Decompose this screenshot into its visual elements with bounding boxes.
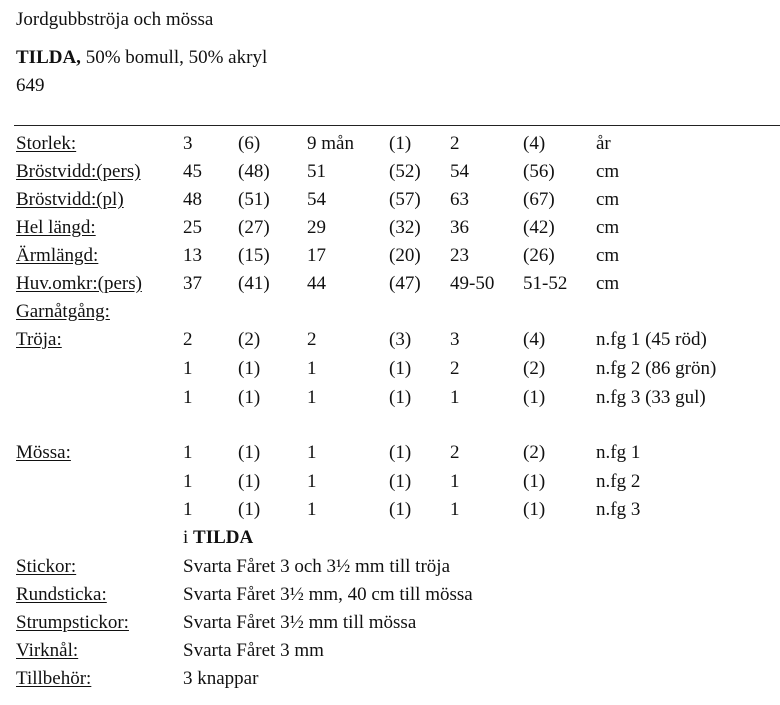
cell: (1) xyxy=(238,442,261,463)
cell: 13 xyxy=(183,245,202,266)
cell: 54 xyxy=(307,189,326,210)
cell: 2 xyxy=(183,329,193,350)
cell: (32) xyxy=(389,217,421,238)
cell: 9 mån xyxy=(307,133,354,154)
yarn-row xyxy=(0,326,780,354)
yarn-color: n.fg 2 xyxy=(596,471,641,492)
size-row xyxy=(0,242,780,270)
yarn-heading-row xyxy=(0,298,780,326)
cell: 1 xyxy=(183,387,193,408)
cell: 63 xyxy=(450,189,469,210)
cell: 1 xyxy=(307,358,317,379)
cell: (1) xyxy=(389,499,412,520)
yarn-row xyxy=(0,384,780,412)
pattern-title: Jordgubbströja och mössa xyxy=(16,9,214,30)
cell: (4) xyxy=(523,133,546,154)
cell: (27) xyxy=(238,217,270,238)
cell: (1) xyxy=(238,358,261,379)
yarn-row xyxy=(0,439,780,467)
cell: 1 xyxy=(307,387,317,408)
cell: 1 xyxy=(307,471,317,492)
size-row xyxy=(0,158,780,186)
row-label: Bröstvidd:(pers) xyxy=(16,161,141,182)
yarn-color: n.fg 1 (45 röd) xyxy=(596,329,707,350)
cell: 48 xyxy=(183,189,202,210)
tool-row xyxy=(0,553,780,581)
cell: 2 xyxy=(450,133,460,154)
tool-value: 3 knappar xyxy=(183,668,259,689)
row-label: Bröstvidd:(pl) xyxy=(16,189,124,210)
cell: (3) xyxy=(389,329,412,350)
i-tilda-row xyxy=(0,524,780,552)
i-tilda-prefix: i xyxy=(183,527,194,548)
cell: 54 xyxy=(450,161,469,182)
cell: (1) xyxy=(523,471,546,492)
cell: 49-50 xyxy=(450,273,495,294)
unit: cm xyxy=(596,245,620,266)
cell: (67) xyxy=(523,189,555,210)
cell: 51-52 xyxy=(523,273,568,294)
cell: 2 xyxy=(450,442,460,463)
yarn-row xyxy=(0,468,780,496)
yarn-row xyxy=(0,355,780,383)
pattern-code: 649 xyxy=(16,75,45,96)
yarn-color: n.fg 3 xyxy=(596,499,641,520)
cell: (51) xyxy=(238,189,270,210)
cell: 1 xyxy=(450,499,460,520)
tool-row xyxy=(0,665,780,693)
tool-value: Svarta Fåret 3½ mm, 40 cm till mössa xyxy=(183,584,473,605)
cell: 1 xyxy=(307,442,317,463)
cell: (57) xyxy=(389,189,421,210)
cell: (1) xyxy=(389,442,412,463)
cell: (1) xyxy=(238,387,261,408)
cell: (4) xyxy=(523,329,546,350)
cell: (1) xyxy=(389,358,412,379)
i-tilda-brand: TILDA xyxy=(193,527,254,548)
cell: 3 xyxy=(183,133,193,154)
cell: (15) xyxy=(238,245,270,266)
cell: 1 xyxy=(307,499,317,520)
tool-value: Svarta Fåret 3½ mm till mössa xyxy=(183,612,417,633)
i-tilda-note xyxy=(183,524,253,552)
tool-row xyxy=(0,609,780,637)
cell: 1 xyxy=(450,471,460,492)
cell: (48) xyxy=(238,161,270,182)
cell: (1) xyxy=(238,471,261,492)
cell: 2 xyxy=(307,329,317,350)
row-label: Hel längd: xyxy=(16,217,96,238)
unit: cm xyxy=(596,273,620,294)
yarn-line xyxy=(16,46,267,70)
tool-label: Rundsticka: xyxy=(16,584,107,605)
cell: 23 xyxy=(450,245,469,266)
row-label: Huv.omkr:(pers) xyxy=(16,273,142,294)
yarn-heading: Garnåtgång: xyxy=(16,301,110,322)
cell: (56) xyxy=(523,161,555,182)
cell: 51 xyxy=(307,161,326,182)
row-label: Storlek: xyxy=(16,133,77,154)
tool-label: Strumpstickor: xyxy=(16,612,129,633)
unit: år xyxy=(596,133,611,154)
tool-value: Svarta Fåret 3 mm xyxy=(183,640,324,661)
cell: (20) xyxy=(389,245,421,266)
cell: 36 xyxy=(450,217,469,238)
unit: cm xyxy=(596,161,620,182)
size-row xyxy=(0,130,780,158)
cell: 37 xyxy=(183,273,202,294)
unit: cm xyxy=(596,189,620,210)
section-label-mossa: Mössa: xyxy=(16,442,71,463)
cell: (6) xyxy=(238,133,261,154)
tool-row xyxy=(0,637,780,665)
cell: 3 xyxy=(450,329,460,350)
cell: (1) xyxy=(523,387,546,408)
row-label: Ärmlängd: xyxy=(16,245,99,266)
cell: 1 xyxy=(183,499,193,520)
unit: cm xyxy=(596,217,620,238)
cell: 2 xyxy=(450,358,460,379)
cell: (1) xyxy=(389,387,412,408)
yarn-description: 50% bomull, 50% akryl xyxy=(80,47,268,68)
size-row xyxy=(0,214,780,242)
cell: 25 xyxy=(183,217,202,238)
yarn-brand: TILDA, xyxy=(16,47,81,68)
yarn-color: n.fg 2 (86 grön) xyxy=(596,358,717,379)
yarn-color: n.fg 1 xyxy=(596,442,641,463)
tool-label: Stickor: xyxy=(16,556,77,577)
cell: (26) xyxy=(523,245,555,266)
cell: 17 xyxy=(307,245,326,266)
tool-row xyxy=(0,581,780,609)
cell: (2) xyxy=(523,358,546,379)
cell: 29 xyxy=(307,217,326,238)
header-divider xyxy=(14,125,780,126)
size-row xyxy=(0,270,780,298)
yarn-color: n.fg 3 (33 gul) xyxy=(596,387,706,408)
cell: 44 xyxy=(307,273,326,294)
cell: 45 xyxy=(183,161,202,182)
cell: (52) xyxy=(389,161,421,182)
cell: (2) xyxy=(523,442,546,463)
cell: (1) xyxy=(389,471,412,492)
size-row xyxy=(0,186,780,214)
cell: (41) xyxy=(238,273,270,294)
tool-value: Svarta Fåret 3 och 3½ mm till tröja xyxy=(183,556,451,577)
tool-label: Tillbehör: xyxy=(16,668,92,689)
cell: (47) xyxy=(389,273,421,294)
cell: 1 xyxy=(183,358,193,379)
yarn-row xyxy=(0,496,780,524)
cell: (2) xyxy=(238,329,261,350)
cell: 1 xyxy=(450,387,460,408)
cell: (1) xyxy=(389,133,412,154)
cell: 1 xyxy=(183,471,193,492)
section-label-troja: Tröja: xyxy=(16,329,62,350)
cell: (1) xyxy=(523,499,546,520)
cell: 1 xyxy=(183,442,193,463)
tool-label: Virknål: xyxy=(16,640,79,661)
cell: (42) xyxy=(523,217,555,238)
cell: (1) xyxy=(238,499,261,520)
